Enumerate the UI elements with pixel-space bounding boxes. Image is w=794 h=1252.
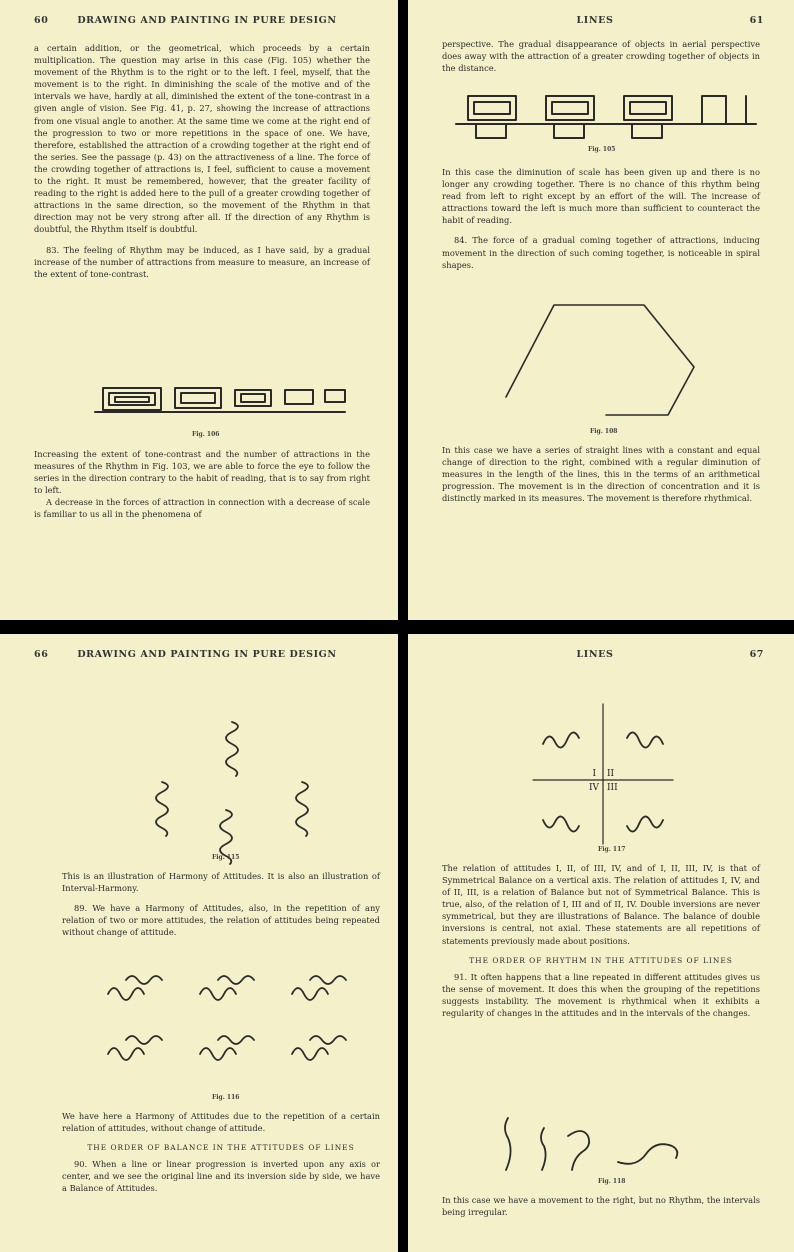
- book-page-67: [408, 634, 794, 1252]
- figure-caption: Fig. 118: [598, 1178, 626, 1185]
- body-text: [62, 870, 380, 938]
- paragraph: Increasing the extent of tone-contrast and the number of attractions in the measures of the Rhythm in Fig. 103, we are able to force the eye to follow the series in the direction contrary to the habit of reading, that is to say from right to left.: [34, 449, 370, 496]
- figure-caption: Fig. 105: [588, 146, 616, 153]
- body-text: [442, 166, 760, 271]
- paragraph: 91. It often happens that a line repeated in different attitudes gives us the sense of movement. It does this when the grouping of the repetitions suggests instability. The movement is rhythmical when it exhibits a regularity of changes in the attitudes and in the intervals of the changes.: [442, 971, 760, 1019]
- paragraph: We have here a Harmony of Attitudes due to the repetition of a certain relation of attitudes, without change of attitude.: [62, 1111, 380, 1134]
- running-head: LINES: [576, 649, 614, 660]
- paragraph: In this case we have a movement to the right, but no Rhythm, the intervals being irregular.: [442, 1195, 760, 1218]
- running-head: DRAWING AND PAINTING IN PURE DESIGN: [77, 649, 337, 660]
- paragraph: 84. The force of a gradual coming together of attractions, inducing movement in the direction of such coming together, is noticeable in spiral shapes.: [442, 235, 760, 270]
- paragraph: A decrease in the forces of attraction in connection with a decrease of scale is familiar to us all in the phenomena of: [34, 497, 370, 520]
- paragraph: The relation of attitudes I, II, of III, IV, and of I, II, III, IV, is that of Symmetrical Balance on a vertical axis. The relation of attitudes I, IV, and of II, III, is a relation of Balance but not of Symmetrical Balance. This is true, also, of the relation of I, III and of II, IV. Double inversions are never symmetrical, but they are illustrations of Balance. The balance of double inversions is central, not axial. These statements are all repetitions of statements previously made about positions.: [442, 863, 760, 946]
- book-page-61: [408, 0, 794, 620]
- paragraph: 83. The feeling of Rhythm may be induced, as I have said, by a gradual increase of the number of attractions from measure to measure, an increase of the extent of tone-contrast.: [34, 244, 370, 279]
- figure-caption: Fig. 108: [590, 428, 618, 435]
- figure-108-spiral-lines: [498, 295, 738, 425]
- figure-caption: Fig. 117: [598, 846, 626, 853]
- running-head: LINES: [576, 15, 614, 26]
- page-number: 61: [749, 15, 764, 26]
- page-header: [426, 15, 764, 26]
- page-number: 66: [34, 649, 49, 660]
- book-page-66: [0, 634, 398, 1252]
- paragraph: a certain addition, or the geometrical, which proceeds by a certain multiplication. The question may arise in this case (Fig. 105) whether the movement of the Rhythm is to the right or to the left. I feel, myself, that the movement is to the right. In diminishing the scale of the motive and of the intervals we have, hardly at all, diminished the extent of the tone-contrast in a given angle of vision. See Fig. 41, p. 27, showing the increase of attractions from one visual angle to another. At the same time we come at the right end of the progression to two or more repetitions in the space of one. We have, therefore, established the attraction of a crowding together at the right end of the series. See the passage (p. 43) on the attractiveness of a line. The force of the crowding together of attractions is, I feel, sufficient to cause a movement to the right. It must be remembered, however, that the greater facility of reading to the right is added here to the pull of a greater crowding together of attractions in the same direction, so the movement of the Rhythm in that direction may not be very strong after all. If the direction of any Rhythm is doubtful, the Rhythm itself is doubtful.: [34, 43, 370, 235]
- quadrant-label: IV: [588, 783, 599, 793]
- quadrant-label: I: [592, 769, 596, 779]
- book-page-60: [0, 0, 398, 620]
- body-text: [34, 42, 370, 280]
- page-number: 67: [749, 649, 764, 660]
- quadrant-label: II: [607, 769, 615, 779]
- quadrant-label: III: [607, 783, 618, 793]
- figure-115-squiggles: [140, 714, 340, 864]
- figure-caption: Fig. 106: [192, 431, 220, 438]
- figure-caption: Fig. 115: [212, 854, 240, 861]
- body-text: [442, 38, 760, 74]
- body-text: [34, 448, 370, 521]
- section-heading: THE ORDER OF BALANCE IN THE ATTITUDES OF LINES: [87, 1143, 355, 1153]
- figure-118-rhythm-lines: [498, 1108, 698, 1178]
- paragraph: 89. We have a Harmony of Attitudes, also, in the repetition of any relation of two or more attitudes, the relation of attitudes being repeated without change of attitude.: [62, 903, 380, 938]
- running-head: DRAWING AND PAINTING IN PURE DESIGN: [77, 15, 337, 26]
- body-text: [442, 444, 760, 504]
- figure-116-squiggle-pairs: [100, 970, 380, 1090]
- paragraph: In this case we have a series of straight lines with a constant and equal change of direction to the right, combined with a regular diminution of measures in the length of the lines, this in the terms of an arithmetical progression. The movement is in the direction of concentration and it is distinctly marked in its measures. The movement is therefore rhythmical.: [442, 445, 760, 504]
- page-header: [34, 15, 380, 26]
- figure-105-meander: [456, 88, 756, 148]
- section-heading: THE ORDER OF RHYTHM IN THE ATTITUDES OF LINES: [469, 955, 733, 965]
- page-header: [34, 649, 380, 660]
- figure-106-meander: [95, 382, 355, 422]
- paragraph: perspective. The gradual disappearance of objects in aerial perspective does away with the attraction of a greater crowding together of objects in the distance.: [442, 39, 760, 74]
- page-header: [426, 649, 764, 660]
- figure-caption: Fig. 116: [212, 1094, 240, 1101]
- page-number: 60: [34, 15, 49, 26]
- figure-117-quadrant-squiggles: [493, 684, 713, 854]
- paragraph: 90. When a line or linear progression is inverted upon any axis or center, and we see the original line and its inversion side by side, we have a Balance of Attitudes.: [62, 1159, 380, 1194]
- paragraph: This is an illustration of Harmony of Attitudes. It is also an illustration of Interval-Harmony.: [62, 871, 380, 894]
- body-text: [62, 1110, 380, 1195]
- body-text: [442, 1194, 760, 1218]
- body-text: [442, 862, 760, 1019]
- paragraph: In this case the diminution of scale has been given up and there is no longer any crowding together. There is no chance of this rhythm being read from left to right except by an effort of the will. The increase of attractions toward the left is much more than sufficient to counteract the habit of reading.: [442, 167, 760, 226]
